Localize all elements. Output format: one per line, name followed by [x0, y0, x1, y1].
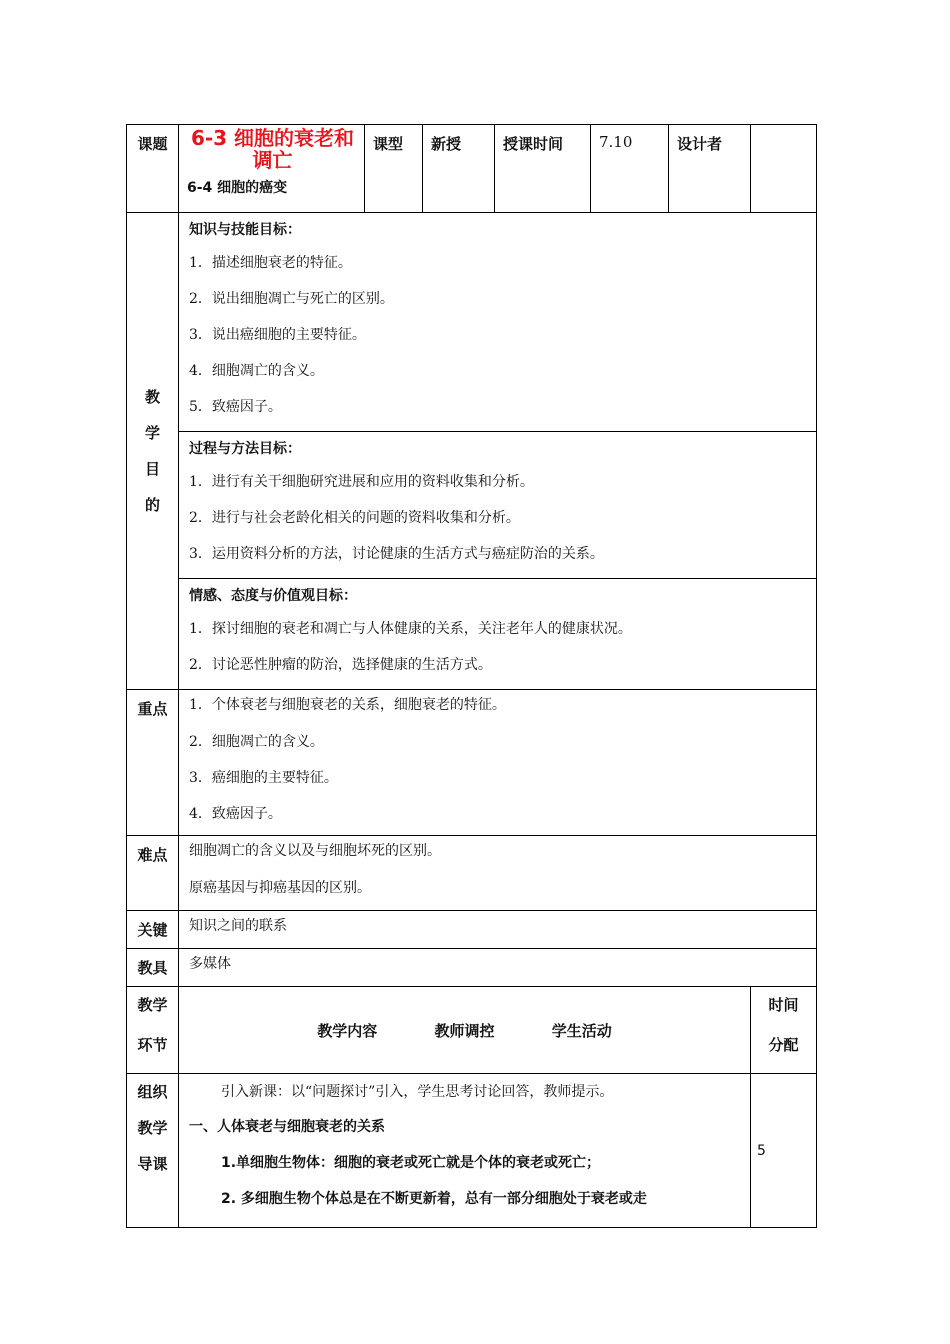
lesson-point: 2. 多细胞生物个体总是在不断更新着，总有一部分细胞处于衰老或走 [221, 1191, 647, 1207]
lesson-content [179, 1074, 751, 1228]
knowledge-heading: 知识与技能目标： [189, 222, 301, 238]
knowledge-item: 1．描述细胞衰老的特征。 [189, 255, 352, 271]
lesson-intro: 引入新课：以“问题探讨”引入，学生思考讨论回答，教师提示。 [221, 1084, 614, 1100]
emotion-item: 1．探讨细胞的衰老和凋亡与人体健康的关系，关注老年人的健康状况。 [189, 621, 632, 637]
lesson-section-heading: 一、人体衰老与细胞衰老的关系 [189, 1119, 385, 1135]
difficulty-item: 细胞凋亡的含义以及与细胞坏死的区别。 [189, 843, 441, 859]
time-label: 授课时间 [495, 125, 591, 213]
lesson-point: 1.单细胞生物体：细胞的衰老或死亡就是个体的衰老或死亡； [221, 1155, 601, 1171]
key-points-label: 重点 [127, 690, 179, 836]
key-points [179, 690, 817, 836]
process-item: 2．进行与社会老龄化相关的问题的资料收集和分析。 [189, 510, 520, 526]
lesson-step-label-line: 导课 [137, 1155, 168, 1173]
column-teacher-control: 教师调控 [434, 1021, 495, 1040]
designer-label: 设计者 [669, 125, 751, 213]
key-point-item: 4．致癌因子。 [189, 806, 282, 822]
topic-subtitle: 6-4 细胞的癌变 [187, 180, 288, 196]
type-label: 课型 [365, 125, 423, 213]
key-point-item: 1．个体衰老与细胞衰老的关系，细胞衰老的特征。 [189, 697, 506, 713]
knowledge-item: 4．细胞凋亡的含义。 [189, 363, 324, 379]
process-step-label-line: 环节 [137, 1036, 168, 1054]
objectives-label [127, 213, 179, 690]
column-teaching-content: 教学内容 [317, 1021, 378, 1040]
objectives-label-char: 目 [144, 460, 160, 478]
key-value [179, 911, 817, 949]
process-step-label [127, 987, 179, 1074]
process-step-label-line: 教学 [137, 996, 168, 1014]
emotion-objectives [179, 579, 817, 690]
tools-label: 教具 [127, 949, 179, 987]
process-objectives [179, 432, 817, 579]
key-point-item: 3．癌细胞的主要特征。 [189, 770, 338, 786]
knowledge-item: 3．说出癌细胞的主要特征。 [189, 327, 366, 343]
difficulty-item: 原癌基因与抑癌基因的区别。 [189, 880, 371, 896]
key-label: 关键 [127, 911, 179, 949]
key-text: 知识之间的联系 [189, 918, 287, 934]
knowledge-objectives [179, 213, 817, 432]
emotion-item: 2．讨论恶性肿瘤的防治，选择健康的生活方式。 [189, 657, 492, 673]
objectives-label-char: 教 [144, 388, 160, 406]
tools-value [179, 949, 817, 987]
topic-title: 6-3 细胞的衰老和调亡 [190, 126, 355, 172]
tools-text: 多媒体 [189, 956, 231, 972]
process-item: 3．运用资料分析的方法，讨论健康的生活方式与癌症防治的关系。 [189, 546, 604, 562]
key-point-item: 2．细胞凋亡的含义。 [189, 734, 324, 750]
process-item: 1．进行有关干细胞研究进展和应用的资料收集和分析。 [189, 474, 534, 490]
objectives-label-char: 的 [144, 496, 160, 514]
knowledge-item: 5．致癌因子。 [189, 399, 282, 415]
difficulties-label: 难点 [127, 836, 179, 911]
lesson-step-label-line: 组织 [137, 1083, 168, 1101]
time-allocation-line: 分配 [768, 1036, 799, 1054]
lesson-step-label-line: 教学 [137, 1119, 168, 1137]
emotion-heading: 情感、态度与价值观目标： [189, 588, 357, 604]
lesson-step-label [127, 1074, 179, 1228]
designer-value [751, 125, 817, 213]
difficulties [179, 836, 817, 911]
lesson-time: 5 [751, 1074, 817, 1228]
type-value: 新授 [423, 125, 495, 213]
topic-cell [179, 125, 365, 213]
knowledge-item: 2．说出细胞凋亡与死亡的区别。 [189, 291, 394, 307]
topic-label: 课题 [127, 125, 179, 213]
time-allocation-label [751, 987, 817, 1074]
header-row [127, 125, 817, 213]
process-heading: 过程与方法目标： [189, 441, 301, 457]
time-allocation-line: 时间 [768, 996, 799, 1014]
process-columns [179, 987, 751, 1074]
objectives-label-char: 学 [144, 424, 160, 442]
column-student-activity: 学生活动 [551, 1021, 612, 1040]
time-value: 7.10 [591, 125, 669, 213]
lesson-plan-table [126, 124, 817, 1228]
